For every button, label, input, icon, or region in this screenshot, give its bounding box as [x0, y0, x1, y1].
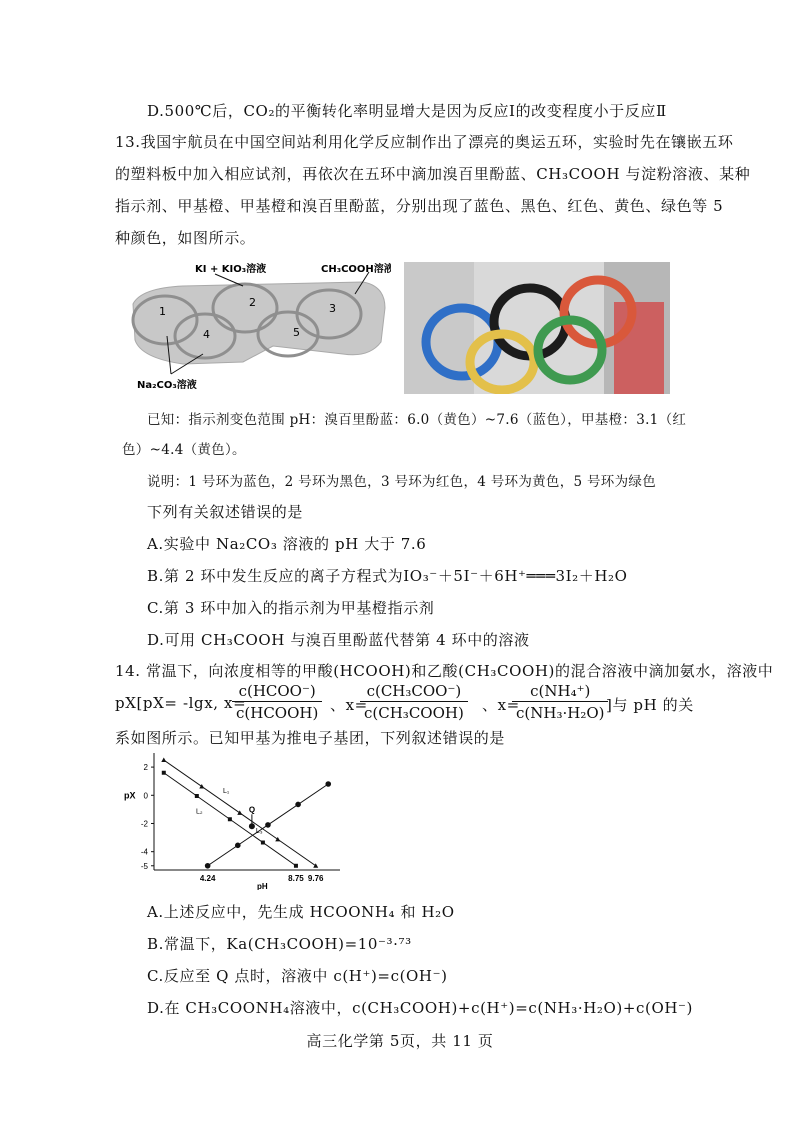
fraction-ch3coo-denominator: c(CH₃COOH): [364, 704, 464, 722]
y-tick-label: -2: [140, 819, 148, 829]
q14-line-2a: pX[pX= -lgx, x=: [115, 694, 247, 712]
x-axis-label: pH: [257, 882, 268, 890]
q13-option-b: B.第 2 环中发生反应的离子方程式为IO₃⁻＋5I⁻＋6H⁺═══3I₂＋H₂O: [147, 567, 628, 585]
q13-option-c: C.第 3 环中加入的指示剂为甲基橙指示剂: [147, 599, 435, 617]
note-line: 说明：1 号环为蓝色，2 号环为黑色，3 号环为红色，4 号环为黄色，5 号环为绿色: [147, 474, 657, 490]
q13-line-4: 种颜色，如图所示。: [115, 229, 256, 247]
y-tick-label: 0: [143, 791, 148, 801]
ring-number-2: 2: [249, 296, 256, 309]
q14-line-2d: ]与 pH 的关: [606, 696, 694, 714]
q14-option-d: D.在 CH₃COONH₄溶液中，c(CH₃COOH)+c(H⁺)=c(NH₃·H₂O)+c(OH⁻): [147, 999, 694, 1017]
data-point: [228, 817, 232, 821]
q14-line-3: 系如图所示。已知甲基为推电子基团，下列叙述错误的是: [115, 729, 506, 747]
fraction-hcoo-numerator: c(HCOO⁻): [232, 682, 322, 702]
x-tick-label: 9.76: [307, 874, 324, 883]
page-footer: 高三化学第 5页，共 11 页: [306, 1032, 494, 1050]
q12-option-d: D.500℃后，CO₂的平衡转化率明显增大是因为反应Ⅰ的改变程度小于反应Ⅱ: [147, 102, 667, 120]
data-point: [294, 864, 298, 868]
data-point: [161, 758, 166, 763]
fraction-nh4: [512, 682, 608, 722]
y-axis-label: pX: [124, 790, 136, 801]
series-label: L₂: [196, 808, 203, 816]
fraction-hcoo-denominator: c(HCOOH): [236, 704, 319, 722]
point-q-label: Q: [248, 805, 256, 815]
q14-line-1: 14. 常温下，向浓度相等的甲酸(HCOOH)和乙酸(CH₃COOH)的混合溶液中滴加氨水，溶液中: [115, 662, 774, 680]
fraction-ch3coo-numerator: c(CH₃COO⁻): [360, 682, 468, 702]
q14-option-b: B.常温下，Ka(CH₃COOH)=10⁻³·⁷³: [147, 935, 412, 953]
y-tick-label: -5: [140, 861, 148, 871]
fraction-hcoo: [232, 682, 322, 722]
q13-option-d: D.可用 CH₃COOH 与溴百里酚蓝代替第 4 环中的溶液: [147, 631, 530, 649]
q14-option-a: A.上述反应中，先生成 HCOONH₄ 和 H₂O: [147, 903, 455, 921]
label-ch3cooh: CH₃COOH溶液: [321, 264, 391, 275]
q14-line-2b: 、x=: [330, 696, 368, 714]
x-tick-label: 4.24: [199, 874, 216, 883]
q13-line-2: 的塑料板中加入相应试剂，再依次在五环中滴加溴百里酚蓝、CH₃COOH 与淀粉溶液、某种: [115, 165, 751, 183]
known-line-2: 色）~4.4（黄色）。: [122, 442, 246, 458]
fraction-nh4-numerator: c(NH₄⁺): [512, 682, 608, 702]
q14-line-2c: 、x=: [482, 696, 520, 714]
ring-number-4: 4: [203, 328, 210, 341]
data-point: [261, 841, 265, 845]
q13-option-a: A.实验中 Na₂CO₃ 溶液的 pH 大于 7.6: [147, 535, 427, 553]
plastic-plate-photo: [123, 262, 391, 392]
data-point: [162, 771, 166, 775]
fraction-ch3coo: [360, 682, 468, 722]
px-ph-chart: [120, 745, 360, 890]
y-tick-label: 2: [143, 763, 148, 773]
data-point: [265, 822, 271, 828]
series-label: L₃: [255, 828, 263, 836]
y-tick-label: -4: [140, 847, 148, 857]
label-na2co3: Na₂CO₃溶液: [137, 380, 197, 391]
data-point: [195, 794, 199, 798]
fraction-nh4-denominator: c(NH₃·H₂O): [516, 704, 605, 722]
q13-line-1: 13.我国宇航员在中国空间站利用化学反应制作出了漂亮的奥运五环，实验时先在镶嵌五环: [115, 133, 734, 151]
ring-number-3: 3: [329, 302, 336, 315]
q14-option-c: C.反应至 Q 点时，溶液中 c(H⁺)=c(OH⁻): [147, 967, 448, 985]
data-point: [205, 863, 211, 869]
data-point: [325, 781, 331, 787]
q13-line-3: 指示剂、甲基橙、甲基橙和溴百里酚蓝，分别出现了蓝色、黑色、红色、黄色、绿色等 5: [115, 197, 724, 215]
label-ki-kio3: KI + KIO₃溶液: [195, 264, 267, 275]
known-line-1: 已知：指示剂变色范围 pH：溴百里酚蓝：6.0（黄色）~7.6（蓝色），甲基橙：3.1（红: [147, 412, 687, 428]
q13-stem: 下列有关叙述错误的是: [147, 503, 304, 521]
data-point: [235, 843, 241, 849]
ring-number-5: 5: [293, 326, 300, 339]
data-point: [295, 802, 301, 808]
chart-svg: [120, 745, 360, 890]
x-tick-label: 8.75: [288, 874, 304, 883]
series-label: L₁: [222, 788, 230, 796]
olympic-rings-photo: [404, 262, 670, 394]
ring-number-1: 1: [159, 305, 166, 318]
